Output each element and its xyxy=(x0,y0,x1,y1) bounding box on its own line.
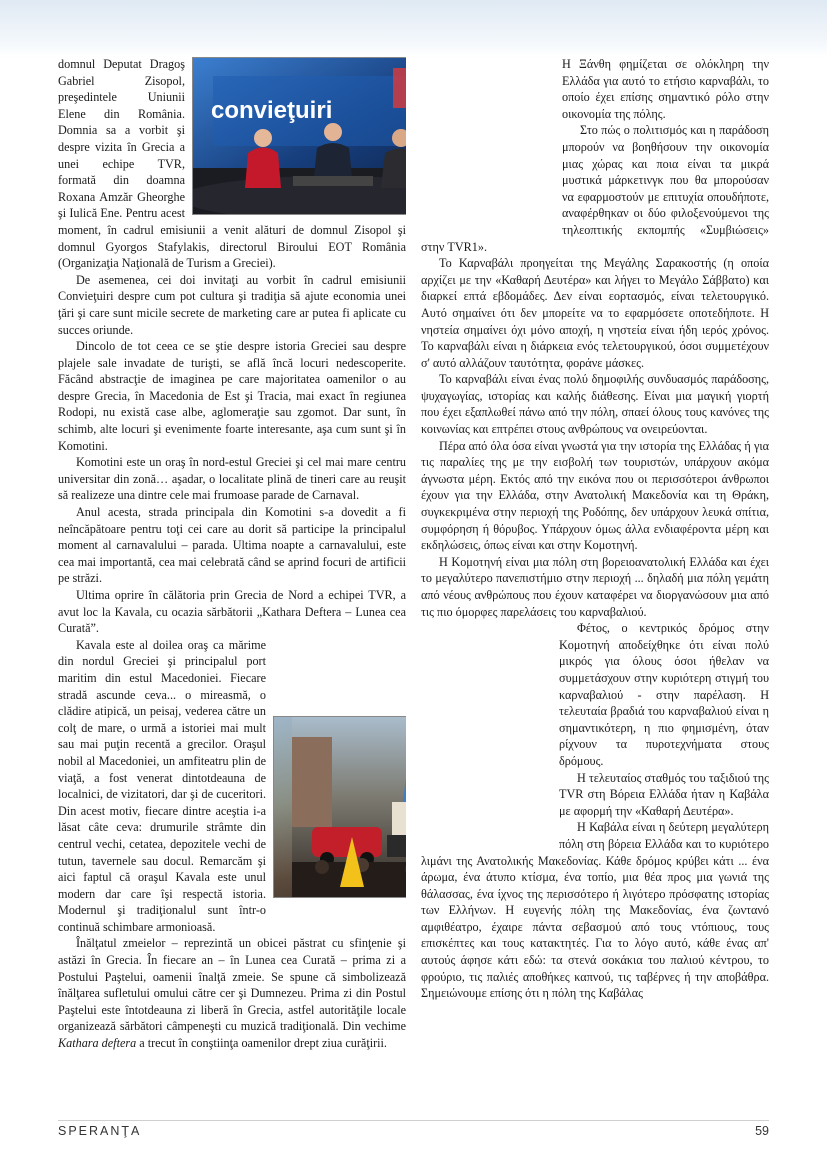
greek-paragraph-3: Το Καρναβάλι προηγείται της Μεγάλης Σαρακοστής (η οποία αρχίζει με την «Καθαρή Δευτέρα» και λήγει το Μεγάλο Σάββατο) και διαρκεί επτά εβδομάδες. Δεν είναι εορτασμός, είναι τελετουργικό. Αυτό σημαίνει ότι δεν μπορείτε να το εφαρμόσετε οποτεδήποτε. Η νηστεία σημαίνει όχι μόνο αποχή, η νηστεία είναι ήδη ιερός χρόνος. Το καρναβάλι είναι η διάρκεια ενός τελετουργικού, όσοι συμμετέχουν σ' αυτό αλλάζουν ταυτότητα, φοράνε μάσκες. xyxy=(421,256,769,370)
paragraph-8-emphasis: Kathara deftera xyxy=(58,1036,137,1051)
paragraph-6: Ultima oprire în călătoria prin Grecia de Nord a echipei TVR, a avut loc la Kavala, cu ocazia sărbătorii „Kathara Deftera – Lunea cea Curată”. xyxy=(58,588,406,636)
greek-paragraph-7 xyxy=(421,620,769,769)
greek-paragraph-6: Η Κομοτηνή είναι μια πόλη στη βορειοανατολική Ελλάδα και έχει το μεγαλύτερο πανεπιστήμιο στην περιοχή ... δηλαδή μια πόλη γεμάτη από νέους ανθρώπους που έχουν καταφέρει να διοργανώσουν μια από τις πιο όμορφες παρελάσεις του καρναβαλιού. xyxy=(421,554,769,619)
paragraph-1-text: domnul Deputat Dragoş Gabriel Zisopol, preşedintele Uniunii Elene din România. Domnia sa a vorbit şi despre vizita în Grecia a unei echipe TVR, formată din doamna Roxana Amzăr Gheorghe şi Iulică Ene. Pentru acest moment, în cadrul emisiunii a venit alături de domnul Zisopol şi domnul Gyorgos Stafylakis, directorul Biroului EOT România (Organizaţia Naţională de Turism a Greciei). xyxy=(58,57,406,271)
tv-studio-photo xyxy=(193,58,406,214)
paragraph-7-text: Kavala este al doilea oraş ca mărime din nordul Greciei şi principalul port maritim din estul Macedoniei. Fiecare stradă ascunde ceva... o mireasmă, o clădire atipică, un peisaj, vederea către un colţ de mare, o urmă a istoriei mai mult sau mai puţin recentă a grecilor. Oraşul nobil al Macedoniei, un amfiteatru plin de viaţă, a fost venerat dintotdeauna de localnici, de vizitatori, dar şi de cuceritori. Din acest motiv, fiecare dintre aceştia i-a lăsat câte ceva: drumurile strâmte din centrul vechi, cetatea, depozitele vechi de tutun, tavernele sau docul. Remarcăm şi aici faptul că oraşul Kavala este unul modern dar care îşi respectă istoria. Modernul şi tradiţionalul sunt într-o continuă schimbare armonioasă. xyxy=(58,637,266,934)
paragraph-2: De asemenea, cei doi invitaţi au vorbit în cadrul emisiunii Convieţuiri despre cum pot cultura şi tradiţia să ajute economia unei ţări şi care sunt micile secrete de marketing care ar putea fi aplicate cu succes oriunde. xyxy=(58,272,406,337)
left-column xyxy=(58,56,406,1116)
page-number: 59 xyxy=(755,1124,769,1138)
greek-paragraph-8: Η τελευταίος σταθμός του ταξιδιού της TVR στη Βόρεια Ελλάδα ήταν η Καβάλα με αφορμή την «Καθαρή Δευτέρα». xyxy=(559,770,769,818)
paragraph-1 xyxy=(58,56,406,272)
carnival-photo xyxy=(274,717,406,897)
photo-wrap-spacer-2 xyxy=(421,668,553,848)
page-header-band xyxy=(0,0,827,58)
tv-studio-illustration xyxy=(193,58,406,214)
paragraph-5: Anul acesta, strada principala din Komotini s-a dovedit a fi neîncăpătoare pentru toţi cei care au dorit să participe la principalul moment al carnavalului – parada. Ultima noapte a carnavalului, este cea mai importantă, cea mai celebrată când se aprind focuri de artificii pe străzi. xyxy=(58,505,406,586)
magazine-name: SPERANŢA xyxy=(58,1124,142,1138)
footer-rule xyxy=(58,1120,769,1121)
right-column xyxy=(421,56,769,1116)
greek-paragraph-1 xyxy=(421,56,769,122)
greek-paragraph-1-text: Η Ξάνθη φημίζεται σε ολόκληρη την Ελλάδα για αυτό το ετήσιο καρναβάλι, το οποίο έχει επίσης σημαντικό ρόλο στην οικονομία της πόλης. xyxy=(562,57,769,121)
greek-paragraph-4: Το καρναβάλι είναι ένας πολύ δημοφιλής συνδυασμός παράδοσης, ψυχαγωγίας, ιστορίας και καλής διάθεσης. Είναι μια μαγική γιορτή που έχει εξαπλωθεί πάνω από την πόλη, σπαεί όλους τους κανόνες της κοινωνίας και επτρέπει στους ανθρώπους να ονειρεύονται. xyxy=(421,372,769,437)
studio-logo: convieţuiri xyxy=(211,97,333,124)
greek-paragraph-2: Στο πώς ο πολιτισμός και η παράδοση μπορούν να βοηθήσουν την οικονομία μιας χώρας και ποια είναι τα μικρά μυστικά μάρκετινγκ που θα μπορούσαν να εφαρμοστούν με επιτυχία οπουδήποτε, αναφέρθηκαν οι δύο φιλοξενούμενοι της τηλεοπτικής εκπομπής «Συμβιώσεις» στην TVR1». xyxy=(421,123,769,254)
paragraph-3: Dincolo de tot ceea ce se ştie despre istoria Greciei sau despre plajele sale invadate de turişti, se află încă locuri nedescoperite. Făcând abstracţie de imaginea pe care majoritatea oamenilor o au despre Grecia, în Macedonia de Est şi Tracia, mai exact în regiunea Rodopi, nu există case albe, aglomeraţie sau zgomot. Dar sunt, în schimb, alte locuri şi evenimente foarte interesante, aşa cum sunt şi în Komotini. xyxy=(58,339,406,453)
photo-wrap-spacer xyxy=(421,72,556,224)
greek-paragraph-7-text: Φέτος, ο κεντρικός δρόμος στην Κομοτηνή αποδείχθηκε ότι είναι πολύ μικρός για όλους όσοι ήθελαν να συμμετάσχουν στην κυριότερη στιγμή του καρναβαλιού - στην παρέλαση. Η τελευταία βραδιά του καρναβαλιού είναι η σημαντικότερη, η πιο φημισμένη, όταν ρίχνουν τα πυροτεχνήματα στους δρόμους. xyxy=(559,621,769,768)
greek-paragraph-9: Η Καβάλα είναι η δεύτερη μεγαλύτερη πόλη στη βόρεια Ελλάδα και το κυριότερο λιμάνι της Ανατολικής Μακεδονίας. Κάθε δρόμος κρύβει κάτι ... ένα άρωμα, ένα άτυπο κτίσμα, ένα τοπίο, μια θέα προς μια γωνιά της θάλασσας, ένα ίχνος της περισσότερο ή λιγότερο πρόσφατης ιστορίας των Ελλήνων. Η ευγενής πόλη της Μακεδονίας, ένα ζωντανό αμφιθέατρο, έχαιρε πάντα σεβασμού από τους ντόπιους, τους επισκέπτες και τους κατακτητές. Για το λόγο αυτό, κάθε ένας απ' αυτούς άφησε κάτι εδώ: τα στενά σοκάκια του παλιού κέντρου, το φρούριο, τις παλιές αποθήκες καπνού, τις ταβέρνες ή την αποβάθρα. Σημειώνουμε επίσης ότι η πόλη της Καβάλας xyxy=(421,820,769,1001)
paragraph-8-text-b: a trecut în conştiinţa oamenilor drept ziua curăţirii. xyxy=(136,1036,387,1051)
paragraph-8-text-a: Înălţatul zmeielor – reprezintă un obicei păstrat cu sfinţenie şi astăzi în Grecia. În fiecare an – în Lunea cea Curată – prima zi a Postului Paştelui, oamenii înalţă zmeie. Se spune că simbolizează înălţarea sufletului omului către cer şi Dumnezeu. Prima zi din Postul Paştelui este întotdeauna zi liberă în Grecia, astfel autorităţile locale organizează sărbători câmpeneşti cu muzică tradiţională. Din vechime xyxy=(58,936,406,1034)
paragraph-7 xyxy=(58,637,406,936)
carnival-illustration xyxy=(292,717,406,897)
paragraph-4: Komotini este un oraş în nord-estul Greciei şi cel mai mare centru universitar din zonă… aşadar, o localitate plină de tineri care au reuşit să realizeze una dintre cele mai frumoase parade de Carnaval. xyxy=(58,455,406,503)
paragraph-8 xyxy=(58,935,406,1051)
greek-paragraph-5: Πέρα από όλα όσα είναι γνωστά για την ιστορία της Ελλάδας ή για τις παραλίες της με την εισβολή των τουριστών, υπάρχουν ακόμα άγνωστα μέρη. Εκτός από την εικόνα που οι περισσότεροι άνθρωποι έχουν για την Ελλάδα, στην Ανατολική Μακεδονία και τη Θράκη, συγκεκριμένα στην περιοχή της Ροδόπης, δεν υπάρχουν λευκά σπίτια, συμφόρηση ή θόρυβος. Υπάρχουν όμως άλλα ενδιαφέροντα μέρη και εκδηλώσεις, όπως είναι και στην Κομοτηνή. xyxy=(421,438,769,553)
